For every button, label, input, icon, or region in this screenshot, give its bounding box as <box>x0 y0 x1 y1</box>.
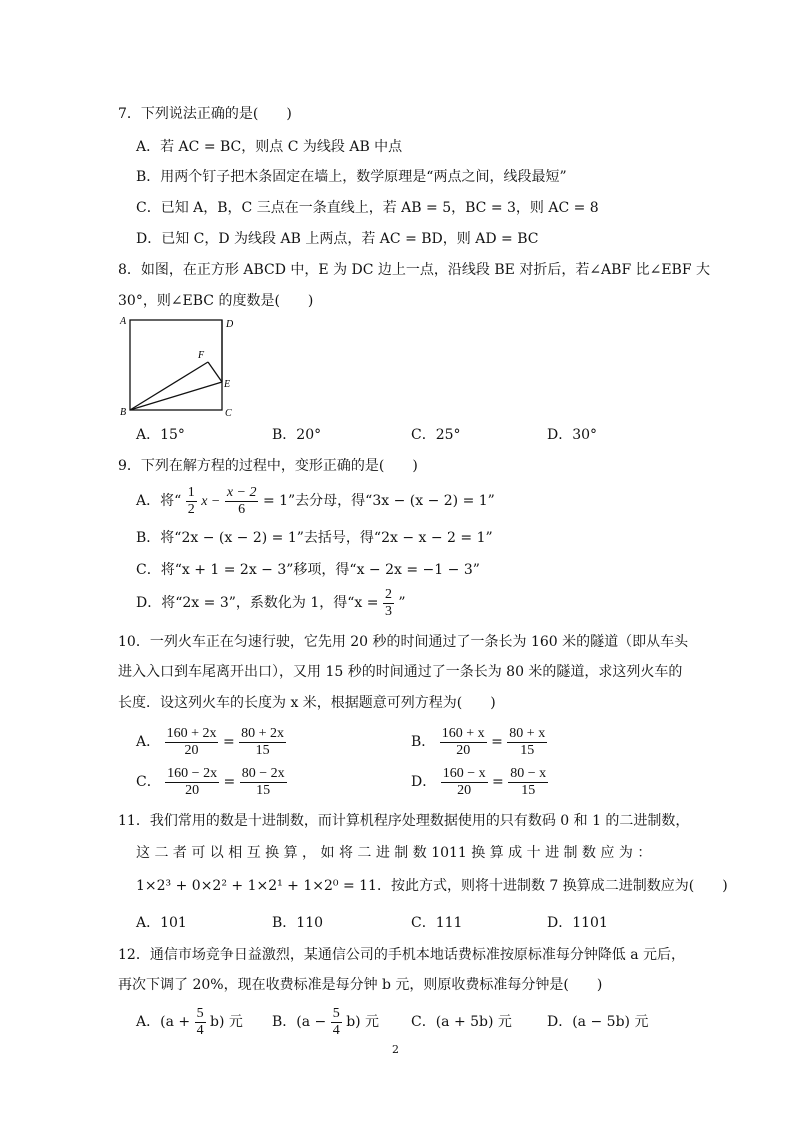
q10-b-right-fraction <box>507 726 547 759</box>
q9-a-f2-num: x − 2 <box>226 484 257 500</box>
q11-option-a: A．101 <box>136 915 187 931</box>
q9-option-c: C．将“x + 1 = 2x − 3”移项，得“x − 2x = −1 − 3” <box>136 562 480 578</box>
q12-a-den: 4 <box>196 1022 204 1038</box>
q10-a-d1: 20 <box>184 742 199 758</box>
q10-d-label: D． <box>411 774 437 790</box>
segment-bf <box>130 362 208 410</box>
q10-a-right-fraction <box>239 726 286 759</box>
page-number: 2 <box>392 1043 399 1056</box>
label-a: A <box>120 316 127 327</box>
q12-option-b <box>272 1003 379 1041</box>
q12-line1: 12．通信市场竞争日益激烈，某通信公司的手机本地话费标准按原标准每分钟降低 a 元后， <box>118 947 686 963</box>
q10-c-left-fraction <box>165 766 219 799</box>
q8-option-b: B．20° <box>272 427 322 443</box>
q9-option-d <box>136 585 406 621</box>
q9-a-prefix: A．将“ <box>136 493 182 509</box>
q10-d-right-fraction <box>508 766 548 799</box>
q10-line1: 10．一列火车正在匀速行驶，它先用 20 秒的时间通过了一条长为 160 米的隧道（即从车头 <box>118 634 689 650</box>
q10-c-n2: 80 − 2x <box>241 765 285 781</box>
q11-option-b: B．110 <box>272 915 324 931</box>
q9-option-a <box>136 483 495 520</box>
q12-option-d: D．(a − 5b) 元 <box>547 1014 649 1030</box>
label-d: D <box>226 319 234 330</box>
q7-option-a: A．若 AC = BC，则点 C 为线段 AB 中点 <box>136 139 403 155</box>
q12-a-num: 5 <box>196 1005 204 1021</box>
q10-d-left-fraction <box>441 766 488 799</box>
label-b: B <box>120 407 127 418</box>
q7-option-d: D．已知 C，D 为线段 AB 上两点，若 AC = BD，则 AD = BC <box>136 231 539 247</box>
q12-b-suffix: b) 元 <box>346 1014 380 1030</box>
segment-fe <box>208 362 222 382</box>
q7-stem: 7．下列说法正确的是( ) <box>118 106 292 122</box>
q12-a-suffix: b) 元 <box>210 1014 243 1030</box>
q7-option-c: C．已知 A，B，C 三点在一条直线上，若 AB = 5，BC = 3，则 AC = 8 <box>136 200 599 216</box>
q9-a-mid: x − <box>201 494 221 509</box>
q12-line2: 再次下调了 20%，现在收费标准是每分钟 b 元，则原收费标准每分钟是( ) <box>118 977 603 993</box>
q12-a-fraction <box>195 1006 206 1039</box>
q10-c-d2: 15 <box>256 782 271 798</box>
q10-option-b <box>411 722 547 762</box>
q11-line1: 11．我们常用的数是十进制数，而计算机程序处理数据使用的只有数码 0 和 1 的二进制数， <box>118 813 690 829</box>
q10-b-left-fraction <box>440 726 487 759</box>
square-fold-figure <box>118 312 248 422</box>
q10-b-d1: 20 <box>456 742 471 758</box>
q8-stem-line1: 8．如图，在正方形 ABCD 中，E 为 DC 边上一点，沿线段 BE 对折后，若∠ABF 比∠EBF 大 <box>118 262 711 278</box>
q10-b-equals: = <box>491 734 503 750</box>
q10-c-n1: 160 − 2x <box>167 765 218 781</box>
q9-d-suffix: ” <box>398 595 406 611</box>
q10-d-n2: 80 − x <box>510 765 547 781</box>
q12-option-a <box>136 1003 243 1041</box>
q12-a-prefix: A．(a + <box>136 1014 191 1030</box>
q10-line2: 进入入口到车尾离开出口），又用 15 秒的时间通过了一条长为 80 米的隧道，求这列火车的 <box>118 664 683 680</box>
q12-b-den: 4 <box>332 1022 340 1038</box>
q9-d-den: 3 <box>384 603 392 619</box>
q12-b-prefix: B．(a − <box>272 1014 327 1030</box>
q12-b-fraction <box>331 1006 342 1039</box>
label-e: E <box>224 379 231 390</box>
q10-a-left-fraction <box>165 726 219 759</box>
q7-option-b: B．用两个钉子把木条固定在墙上，数学原理是“两点之间，线段最短” <box>136 169 567 185</box>
q9-a-f2-den: 6 <box>238 501 246 517</box>
q10-d-d2: 15 <box>521 782 536 798</box>
q10-d-d1: 20 <box>457 782 472 798</box>
label-f: F <box>198 350 205 361</box>
q12-b-num: 5 <box>332 1005 340 1021</box>
q10-c-d1: 20 <box>185 782 200 798</box>
q9-a-fraction-second <box>225 485 259 518</box>
q9-d-num: 2 <box>384 586 392 602</box>
q10-a-equals: = <box>222 734 235 750</box>
q10-c-label: C． <box>136 774 161 790</box>
q9-d-fraction <box>383 587 394 620</box>
q10-a-n1: 160 + 2x <box>166 725 217 741</box>
q10-c-equals: = <box>223 774 236 790</box>
q8-option-c: C．25° <box>411 427 461 443</box>
q8-option-d: D．30° <box>547 427 598 443</box>
q10-b-d2: 15 <box>520 742 535 758</box>
q9-a-f1-num: 1 <box>187 484 195 500</box>
label-c: C <box>225 408 232 419</box>
q10-d-equals: = <box>492 774 504 790</box>
q11-line3: 1×2³ + 0×2² + 1×2¹ + 1×2⁰ = 11．按此方式，则将十进制数 7 换算成二进制数应为( ) <box>136 878 728 894</box>
q9-stem: 9．下列在解方程的过程中，变形正确的是( ) <box>118 458 418 474</box>
q10-d-n1: 160 − x <box>442 765 486 781</box>
q10-a-n2: 80 + 2x <box>241 725 285 741</box>
segment-be <box>130 382 222 410</box>
q12-option-c: C．(a + 5b) 元 <box>411 1014 512 1030</box>
q11-line2: 这 二 者 可 以 相 互 换 算 ， 如 将 二 进 制 数 1011 换 算 成 十 进 制 数 应 为 ： <box>136 845 652 861</box>
q8-option-a: A．15° <box>136 427 185 443</box>
q8-stem-line2: 30°，则∠EBC 的度数是( ) <box>118 293 314 309</box>
q10-c-right-fraction <box>240 766 287 799</box>
q9-option-b: B．将“2x − (x − 2) = 1”去括号，得“2x − x − 2 = 1” <box>136 530 493 546</box>
q10-option-a <box>136 722 286 762</box>
q9-a-fraction-half <box>186 485 197 518</box>
q10-option-c <box>136 762 287 802</box>
q9-a-suffix: = 1”去分母，得“3x − (x − 2) = 1” <box>262 493 495 509</box>
q11-option-d: D．1101 <box>547 915 608 931</box>
q10-line3: 长度．设这列火车的长度为 x 米，根据题意可列方程为( ) <box>118 695 496 711</box>
q10-b-label: B． <box>411 734 436 750</box>
q11-option-c: C．111 <box>411 915 463 931</box>
q10-a-d2: 15 <box>255 742 270 758</box>
q9-a-f1-den: 2 <box>187 501 195 517</box>
q9-d-prefix: D．将“2x = 3”，系数化为 1，得“x = <box>136 595 379 611</box>
q10-b-n1: 160 + x <box>441 725 485 741</box>
q10-option-d <box>411 762 548 802</box>
q10-b-n2: 80 + x <box>509 725 546 741</box>
q10-a-label: A． <box>136 734 161 750</box>
